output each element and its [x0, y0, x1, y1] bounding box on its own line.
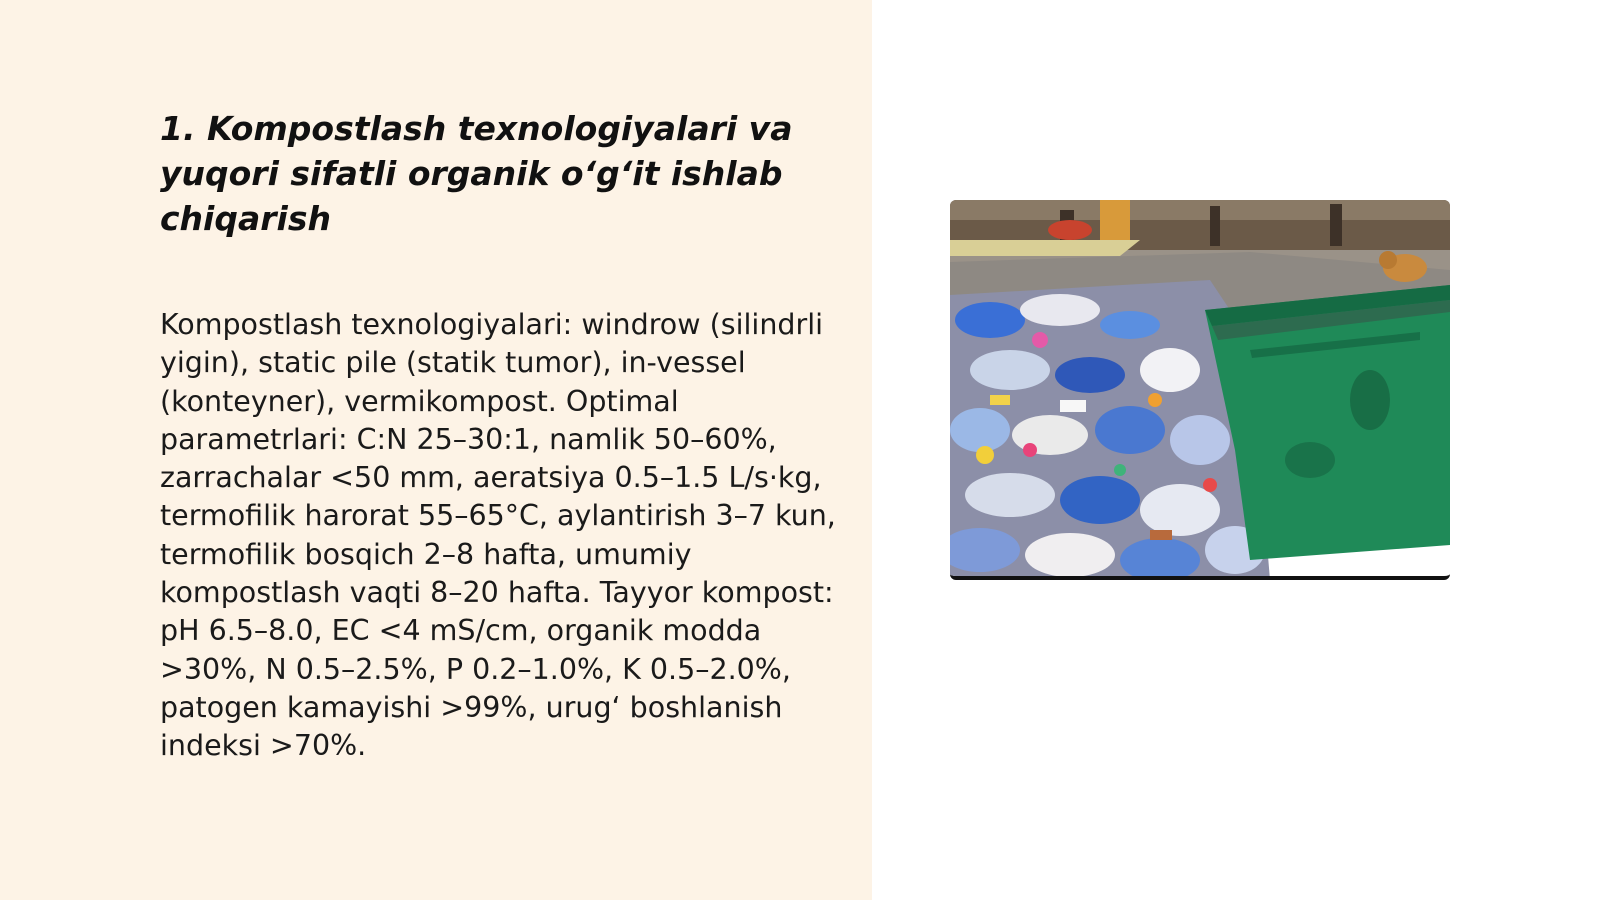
waste-container-photo — [950, 200, 1450, 580]
slide-title: 1. Kompostlash texnologiyalari va yuqori sifatli organik o‘g‘it ishlab chiqarish — [160, 109, 793, 238]
slide-body-text: Kompostlash texnologiyalari: windrow (silindrli yigin), static pile (statik tumor), in-vessel (konteyner), vermikompost. Optimal parametrlari: C:N 25–30:1, namlik 50–60%, zarrachalar <50 mm, aeratsiya 0.5–1.5 L/s·kg, termofilik harorat 55–65°C, aylantirish 3–7 kun, termofilik bosqich 2–8 hafta, umumiy kompostlash vaqti 8–20 hafta. Tayyor kompost: pH 6.5–8.0, EC <4 mS/cm, organik modda >30%, N 0.5–2.5%, P 0.2–1.0%, K 0.5–2.0%, patogen kamayishi >99%, urug‘ boshlanish indeksi >70%. — [160, 308, 836, 763]
